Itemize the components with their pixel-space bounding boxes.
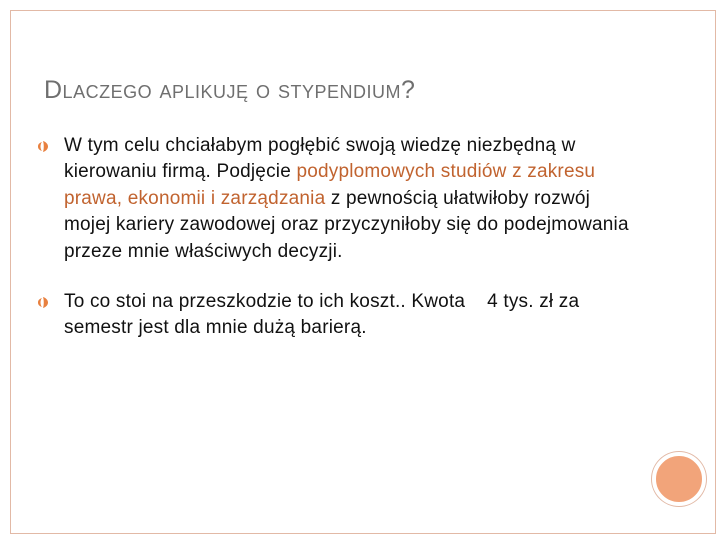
slide-title: Dlaczego aplikuję o stypendium? (44, 76, 416, 104)
bullet-highlight-text: podyplomowych studiów z zakresu prawa, ekonomii i zarządzania (64, 161, 596, 209)
bullet-text-end: z pewnością ułatwiłoby rozwój mojej kariery zawodowej oraz przyczyniłoby się do podejmowania przeze mnie właściwych decyzji. (64, 187, 629, 262)
bullet-list (38, 133, 638, 366)
decorative-circle (652, 452, 706, 506)
bullet-item (38, 289, 638, 342)
bullet-text-start: W tym celu chciałabym pogłębić swoją wiedzę niezbędną w kierowaniu firmą. Podjęcie (64, 135, 576, 183)
bullet-icon (38, 141, 48, 152)
bullet-item (38, 133, 638, 265)
bullet-icon (38, 297, 48, 308)
bullet-text: To co stoi na przeszkodzie to ich koszt.. Kwota 4 tys. zł za semestr jest dla mnie dużą barierą. (64, 291, 585, 339)
